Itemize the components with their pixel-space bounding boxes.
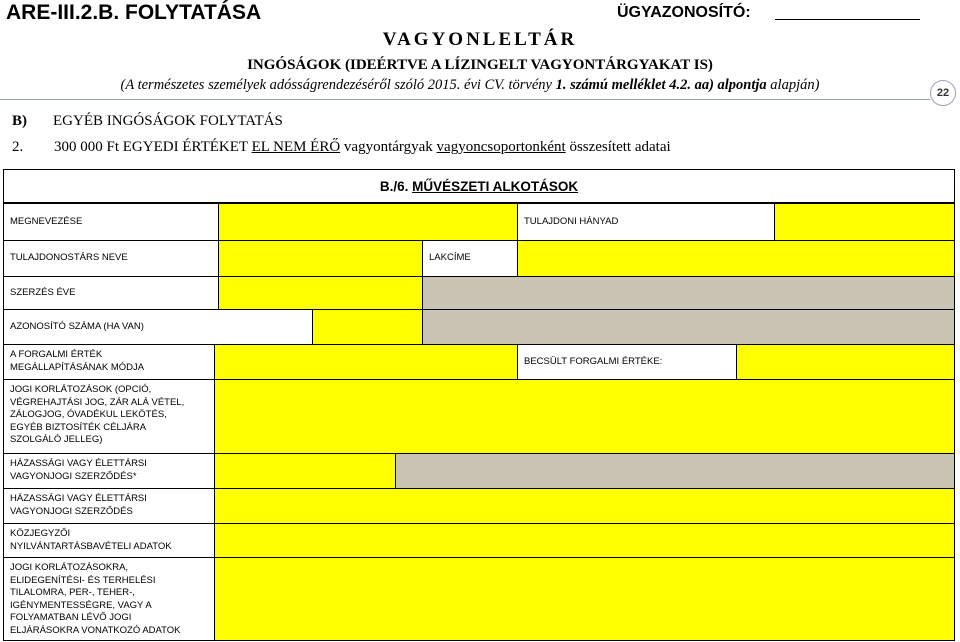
- page-title: VAGYONLELTÁR: [382, 29, 578, 50]
- banner-prefix: B./6.: [379, 178, 413, 194]
- section-2-heading: [12, 139, 671, 156]
- label-line: ZÁLOGJOG, ÓVADÉKUL LEKÖTÉS,: [10, 409, 167, 420]
- label-line: JOGI KORLÁTOZÁSOK (OPCIÓ,: [10, 384, 152, 395]
- section-b-text: EGYÉB INGÓSÁGOK FOLYTATÁS: [53, 113, 283, 129]
- section-2-text-2: EL NEM ÉRŐ: [251, 139, 341, 155]
- label-line: VÉGREHAJTÁSI JOG, ZÁR ALÁ VÉTEL,: [10, 396, 185, 408]
- input-hazassagi-szerzodes[interactable]: [214, 488, 955, 524]
- case-id-field[interactable]: [775, 19, 920, 20]
- legal-reference-end: alapján): [766, 77, 820, 93]
- label-tulajdoni-hanyad: TULAJDONI HÁNYAD: [517, 203, 775, 241]
- section-b-label: B): [12, 113, 27, 129]
- page-number-badge: 22: [930, 80, 956, 106]
- label-tulajdonostars: TULAJDONOSTÁRS NEVE: [3, 240, 219, 277]
- disabled-cell: [422, 276, 955, 310]
- legal-reference-bold: 1. számú melléklet 4.2. aa) alpontja: [555, 77, 767, 93]
- input-kozjegyzoi[interactable]: [214, 523, 955, 558]
- label-azonosito: AZONOSÍTÓ SZÁMA (HA VAN): [3, 309, 313, 345]
- label-line: MEGÁLLAPÍTÁSÁNAK MÓDJA: [10, 361, 145, 373]
- label-becsult-ertek: BECSÜLT FORGALMI ÉRTÉKE:: [517, 344, 737, 380]
- section-2-text-5: összesített adatai: [565, 139, 671, 155]
- banner-title: MŰVÉSZETI ALKOTÁSOK: [412, 178, 579, 194]
- label-jogi-korlatozasok: [3, 379, 215, 454]
- input-szerzes-eve[interactable]: [218, 276, 423, 310]
- input-jogi-adatok[interactable]: [214, 557, 955, 641]
- section-2-label: 2.: [12, 139, 24, 155]
- section-2-text-1: 300 000 Ft EGYEDI ÉRTÉKET: [54, 139, 252, 155]
- label-forgalmi-mod: [3, 344, 215, 380]
- input-hazassagi-szerzodes-star[interactable]: [214, 453, 396, 489]
- label-line: ELJÁRÁSOKRA VONATKOZÓ ADATOK: [10, 624, 181, 636]
- label-line: JOGI KORLÁTOZÁSOKRA,: [10, 562, 129, 573]
- case-id-label: ÜGYAZONOSÍTÓ:: [617, 4, 751, 21]
- input-megnevezese[interactable]: [218, 203, 518, 241]
- label-line: IGÉNYMENTESSÉGRE, VAGY A: [10, 599, 152, 611]
- input-jogi-korlatozasok[interactable]: [214, 379, 955, 454]
- input-forgalmi-mod[interactable]: [214, 344, 518, 380]
- label-kozjegyzoi: [3, 523, 215, 558]
- disabled-cell: [395, 453, 955, 489]
- label-line: FOLYAMATBAN LÉVŐ JOGI: [10, 612, 132, 623]
- label-lakcime: LAKCÍME: [422, 240, 518, 277]
- label-line: HÁZASSÁGI VAGY ÉLETTÁRSI: [10, 458, 147, 469]
- label-line: VAGYONJOGI SZERZŐDÉS: [10, 505, 133, 517]
- section-2-text-4: vagyoncsoportonként: [436, 139, 566, 155]
- label-line: TILALOMRA, PER-, TEHER-,: [10, 587, 135, 598]
- input-lakcime[interactable]: [517, 240, 955, 277]
- page-subtitle: INGÓSÁGOK (IDEÉRTVE A LÍZINGELT VAGYONTÁRGYAKAT IS): [247, 57, 713, 73]
- input-tulajdoni-hanyad[interactable]: [774, 203, 955, 241]
- legal-reference-text: (A természetes személyek adósságrendezéséről szóló 2015. évi CV. törvény: [120, 77, 556, 93]
- label-line: ELIDEGENÍTÉSI- ÉS TERHELÉSI: [10, 574, 156, 586]
- disabled-cell: [422, 309, 955, 345]
- label-line: EGYÉB BIZTOSÍTÉK CÉLJÁRA: [10, 421, 147, 433]
- label-line: VAGYONJOGI SZERZŐDÉS*: [10, 470, 137, 482]
- label-line: A FORGALMI ÉRTÉK: [10, 349, 103, 360]
- section-2-text-3: vagyontárgyak: [340, 139, 437, 155]
- table-banner: [3, 169, 955, 203]
- label-hazassagi-szerzodes: [3, 488, 215, 524]
- label-line: HÁZASSÁGI VAGY ÉLETTÁRSI: [10, 493, 147, 504]
- form-code: ARE-III.2.B. FOLYTATÁSA: [6, 1, 262, 24]
- label-szerzes-eve: SZERZÉS ÉVE: [3, 276, 219, 310]
- input-becsult-ertek[interactable]: [736, 344, 955, 380]
- header-divider: [0, 99, 930, 100]
- label-line: KÖZJEGYZŐI: [10, 528, 71, 539]
- section-b-heading: [12, 113, 283, 130]
- label-line: SZOLGÁLÓ JELLEG): [10, 434, 103, 445]
- input-tulajdonostars[interactable]: [218, 240, 423, 277]
- label-line: NYILVÁNTARTÁSBAVÉTELI ADATOK: [10, 540, 172, 552]
- label-hazassagi-szerzodes-star: [3, 453, 215, 489]
- label-megnevezese: MEGNEVEZÉSE: [3, 203, 219, 241]
- label-jogi-adatok: [3, 557, 215, 641]
- input-azonosito[interactable]: [312, 309, 423, 345]
- legal-reference: [0, 77, 940, 94]
